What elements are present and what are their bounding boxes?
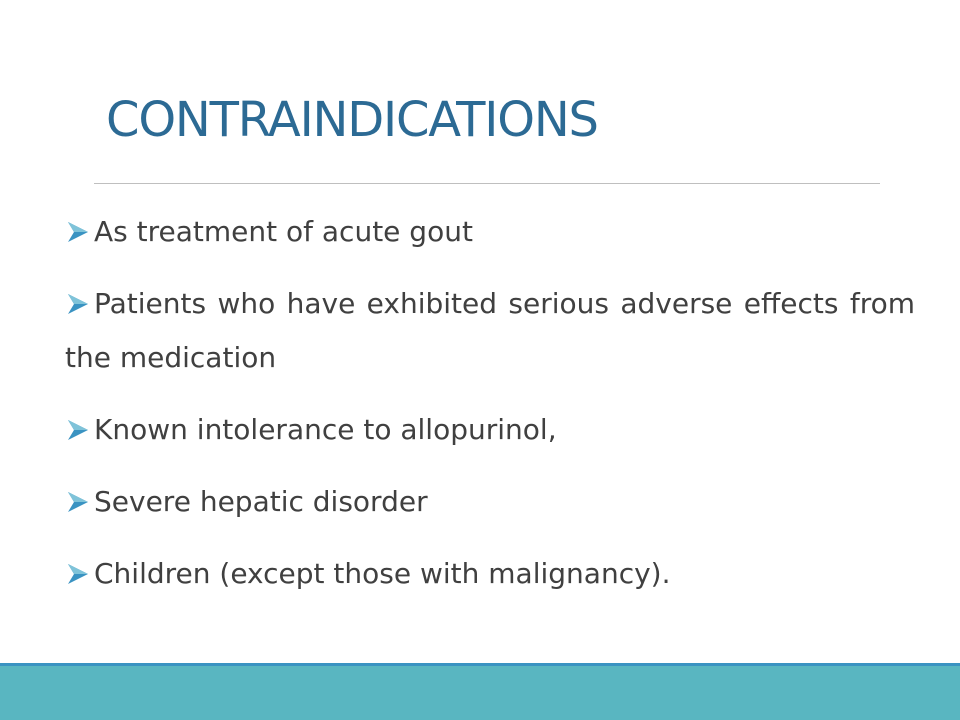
bullet-text: Children (except those with malignancy). [94,557,671,590]
bullet-item [65,547,915,601]
bullet-item [65,403,915,457]
bullet-item [65,205,915,259]
bullet-text: Severe hepatic disorder [94,485,428,518]
arrow-bullet-icon [65,489,91,515]
bullet-text: Known intolerance to allopurinol, [94,413,557,446]
arrow-bullet-icon [65,291,91,317]
slide-title: CONTRAINDICATIONS [106,92,598,148]
arrow-bullet-icon [65,561,91,587]
arrow-bullet-icon [65,219,91,245]
bullet-text: As treatment of acute gout [94,215,473,248]
bullet-item [65,277,915,385]
title-divider [94,183,880,184]
bullet-text: Patients who have exhibited serious adverse effects from the medication [65,287,915,374]
bullet-list [65,205,915,619]
footer-bar [0,666,960,720]
bullet-item [65,475,915,529]
arrow-bullet-icon [65,417,91,443]
